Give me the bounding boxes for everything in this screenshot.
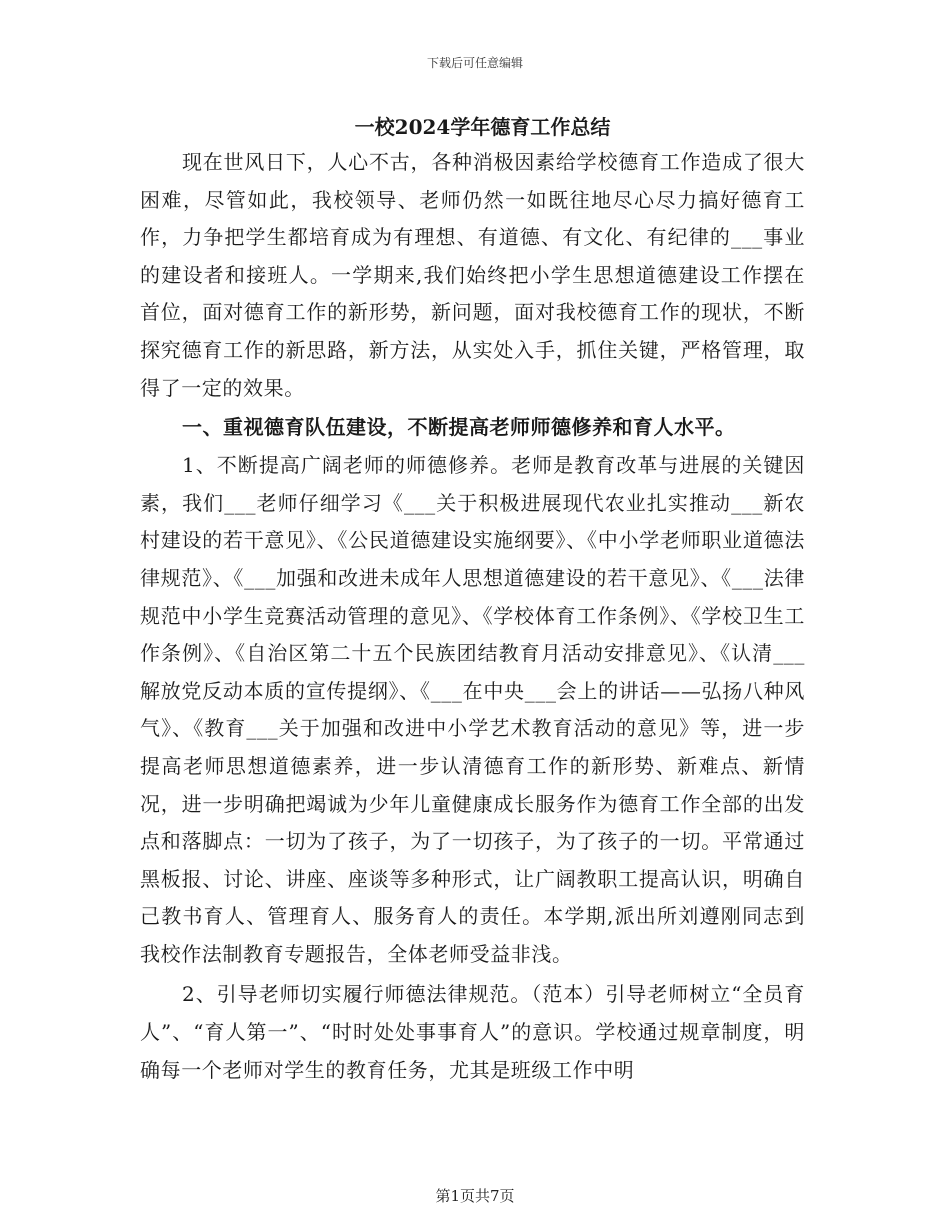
section-heading-1: 一、重视德育队伍建设，不断提高老师师德修养和育人水平。 [182,415,736,440]
paragraph-2: 2、引导老师切实履行师德法律规范。（范本）引导老师树立“全员育人”、“育人第一”、“时时处处事事育人”的意识。学校通过规章制度，明确每一个老师对学生的教育任务，尤其是班级工作中明 [140,982,805,1082]
page-footer: 第1页共7页 [435,1187,515,1205]
document-body [140,110,805,1089]
paragraph-1: 1、不断提高广阔老师的师德修养。老师是教育改革与进展的关键因素，我们___老师仔细学习《___关于积极进展现代农业扎实推动___新农村建设的若干意见》、《公民道德建设实施纲要》、《中小学老师职业道德法律规范》、《___加强和改进未成年人思想道德建设的若干意见》、《___法律规范中小学生竞赛活动管理的意见》、《学校体育工作条例》、《学校卫生工作条例》、《自治区第二十五个民族团结教育月活动安排意见》、《认清___解放党反动本质的宣传提纲》、《___在中央___会上的讲话——弘扬八种风气》、《教育___关于加强和改进中小学艺术教育活动的意见》等，进一步提高老师思想道德素养，进一步认清德育工作的新形势、新难点、新情况，进一步明确把竭诚为少年儿童健康成长服务作为德育工作全部的出发点和落脚点：一切为了孩子，为了一切孩子，为了孩子的一切。平常通过黑板报、讨论、讲座、座谈等多种形式，让广阔教职工提高认识，明确自己教书育人、管理育人、服务育人的责任。本学期,派出所刘遵刚同志到我校作法制教育专题报告，全体老师受益非浅。 [140,453,805,966]
page-header: 下载后可任意编辑 [426,56,523,70]
document-title: 一校2024学年德育工作总结 [354,115,611,139]
intro-paragraph: 现在世风日下，人心不古，各种消极因素给学校德育工作造成了很大困难，尽管如此，我校领导、老师仍然一如既往地尽心尽力搞好德育工作，力争把学生都培育成为有理想、有道德、有文化、有纪律的___事业的建设者和接班人。一学期来,我们始终把小学生思想道德建设工作摆在首位，面对德育工作的新形势，新问题，面对我校德育工作的现状，不断探究德育工作的新思路，新方法，从实处入手，抓住关键，严格管理，取得了一定的效果。 [140,150,805,400]
